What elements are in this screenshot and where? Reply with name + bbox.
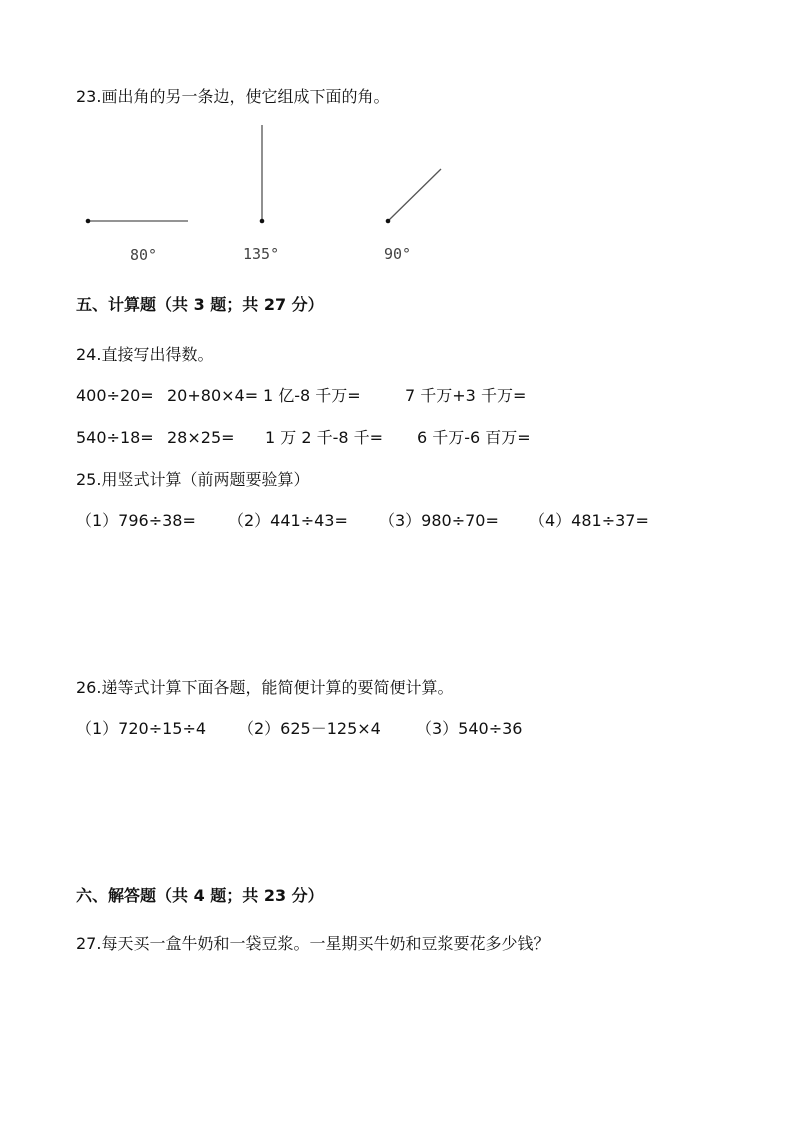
q26-item: （3）540÷36 [416,719,523,738]
q24-item: 28×25= [167,428,235,447]
question-25-prompt: 25.用竖式计算（前两题要验算） [76,470,310,489]
angle-figure-3 [386,169,441,223]
angle-figures [0,0,794,280]
angle-label-80: 80° [130,246,158,264]
question-24-prompt: 24.直接写出得数。 [76,345,214,364]
angle-label-135: 135° [243,245,280,263]
vertex-dot [86,219,91,224]
q24-item: 1 亿-8 千万= [263,386,361,405]
angle-figure-1 [86,219,188,224]
q24-item: 7 千万+3 千万= [405,386,527,405]
section-5-heading: 五、计算题（共 3 题；共 27 分） [76,295,324,314]
question-23-prompt: 23.画出角的另一条边，使它组成下面的角。 [76,87,390,106]
angle-figure-2 [260,125,265,223]
section-6-heading: 六、解答题（共 4 题；共 23 分） [76,886,324,905]
q25-item: （3）980÷70= [379,511,499,530]
q24-item: 20+80×4= [167,386,259,405]
q25-item: （1）796÷38= [76,511,196,530]
q24-item: 6 千万-6 百万= [417,428,531,447]
question-26-prompt: 26.递等式计算下面各题，能简便计算的要简便计算。 [76,678,454,697]
q25-item: （4）481÷37= [529,511,649,530]
q24-item: 400÷20= [76,386,154,405]
q26-item: （2）625－125×4 [238,719,381,738]
vertex-dot [260,219,265,224]
question-27-prompt: 27.每天买一盒牛奶和一袋豆浆。一星期买牛奶和豆浆要花多少钱？ [76,934,550,953]
q25-item: （2）441÷43= [228,511,348,530]
q24-item: 540÷18= [76,428,154,447]
angle-label-90: 90° [384,245,412,263]
q24-item: 1 万 2 千-8 千= [265,428,384,447]
vertex-dot [386,219,391,224]
q26-item: （1）720÷15÷4 [76,719,207,738]
